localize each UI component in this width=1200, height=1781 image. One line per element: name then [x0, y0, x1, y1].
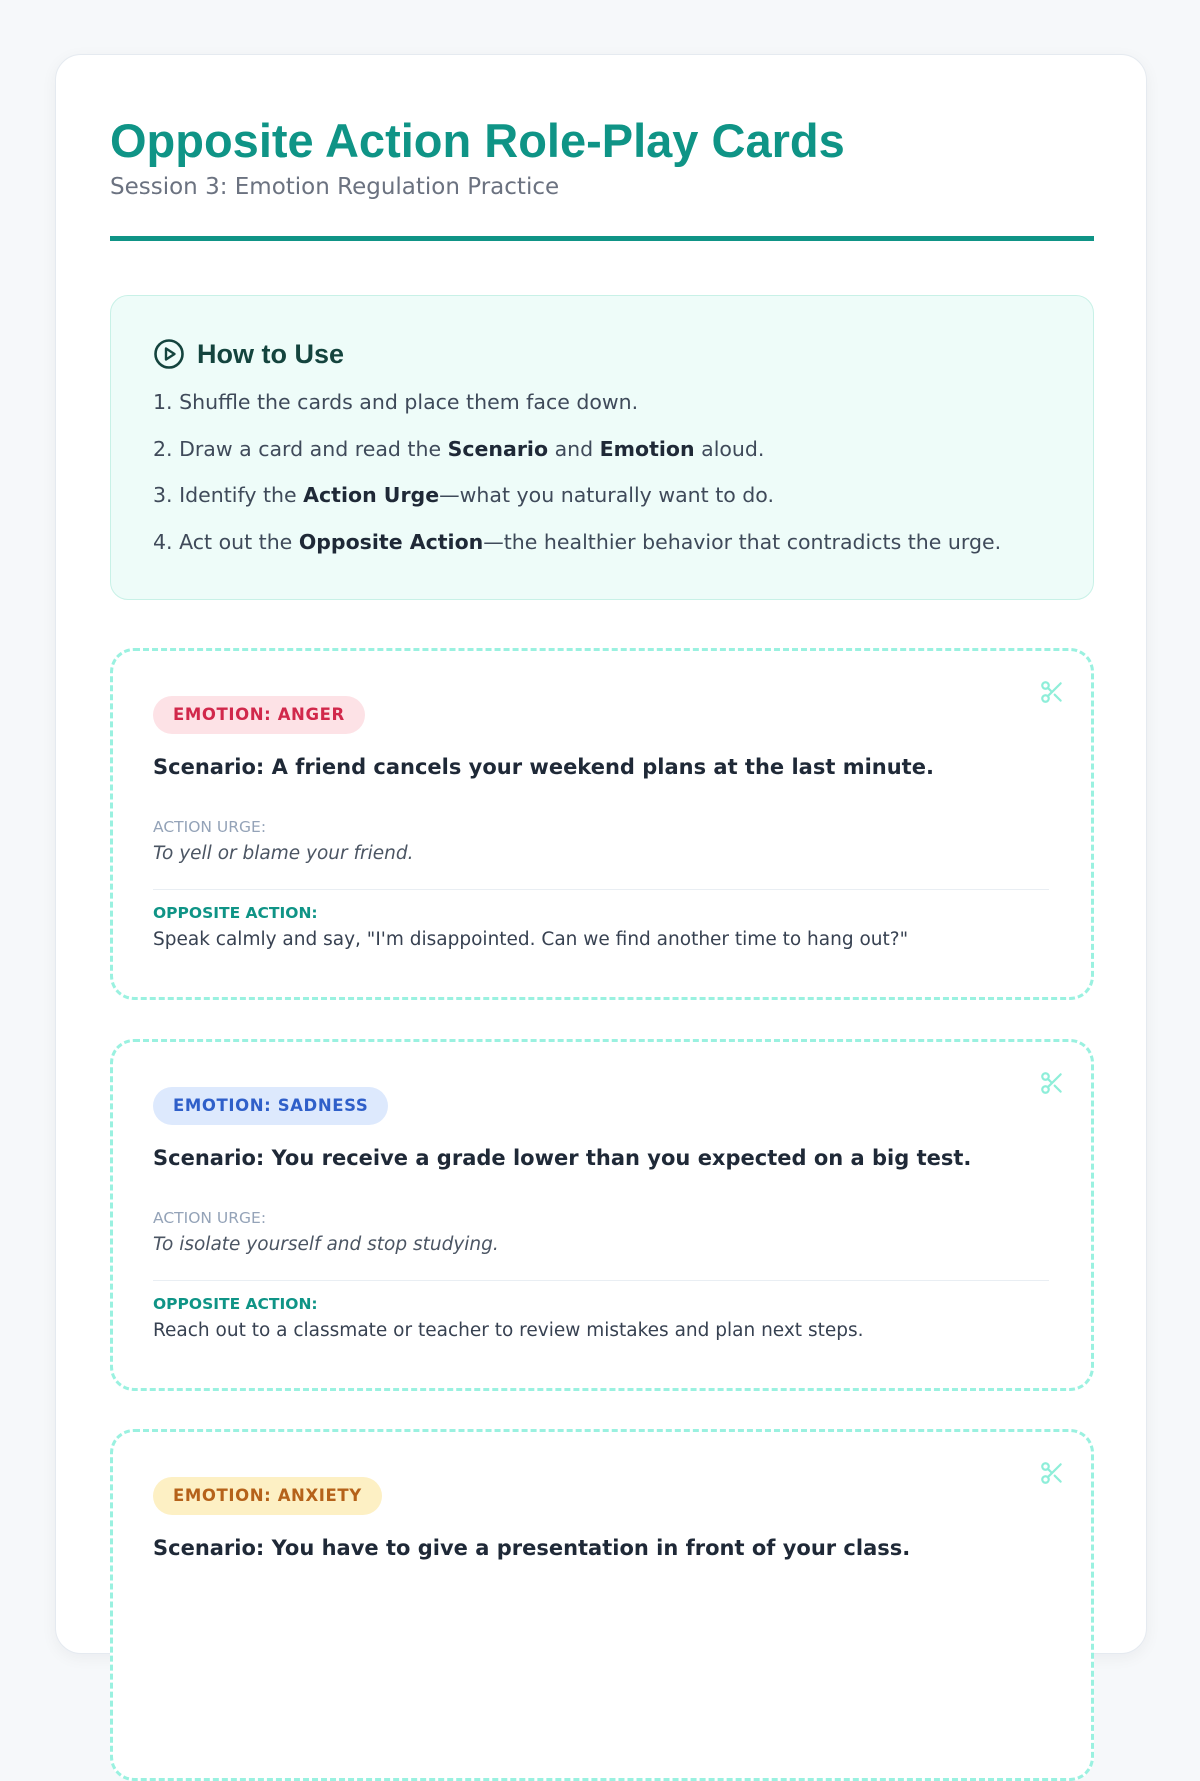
title-divider [110, 236, 1094, 241]
instruction-step: 1. Shuffle the cards and place them face down. [153, 390, 639, 414]
emotion-badge: EMOTION: ANGER [153, 696, 365, 734]
action-urge-text: To isolate yourself and stop studying. [153, 1234, 499, 1255]
action-urge-label: ACTION URGE: [153, 1209, 267, 1227]
scenario-text: Scenario: You receive a grade lower than you expected on a big test. [153, 1146, 972, 1170]
role-play-card [110, 648, 1094, 1000]
page-title: Opposite Action Role-Play Cards [110, 114, 845, 167]
play-circle-icon [153, 338, 185, 370]
page-subtitle: Session 3: Emotion Regulation Practice [110, 174, 560, 200]
action-urge-text: To yell or blame your friend. [153, 843, 414, 864]
card-divider [153, 1280, 1049, 1281]
instruction-steps [153, 389, 1001, 576]
how-to-use-title: How to Use [197, 338, 345, 369]
role-play-card [110, 1039, 1094, 1391]
how-to-use-panel [110, 295, 1094, 600]
scissors-icon [1039, 1070, 1065, 1096]
opposite-action-text: Reach out to a classmate or teacher to review mistakes and plan next steps. [153, 1320, 864, 1341]
scenario-text: Scenario: A friend cancels your weekend plans at the last minute. [153, 755, 934, 779]
role-play-card [110, 1429, 1094, 1781]
scissors-icon [1039, 679, 1065, 705]
opposite-action-label: OPPOSITE ACTION: [153, 904, 318, 922]
emotion-badge: EMOTION: ANXIETY [153, 1477, 382, 1515]
opposite-action-label: OPPOSITE ACTION: [153, 1295, 318, 1313]
action-urge-label: ACTION URGE: [153, 818, 267, 836]
scenario-text: Scenario: You have to give a presentation in front of your class. [153, 1536, 911, 1560]
card-divider [153, 889, 1049, 890]
instruction-step: 2. Draw a card and read the Scenario and Emotion aloud. [153, 436, 765, 461]
scissors-icon [1039, 1460, 1065, 1486]
instruction-step: 3. Identify the Action Urge—what you naturally want to do. [153, 483, 774, 508]
emotion-badge: EMOTION: SADNESS [153, 1087, 388, 1125]
how-to-use-header [153, 338, 344, 370]
instruction-step: 4. Act out the Opposite Action—the healthier behavior that contradicts the urge. [153, 530, 1002, 555]
opposite-action-text: Speak calmly and say, "I'm disappointed. Can we find another time to hang out?" [153, 929, 909, 950]
worksheet-page [55, 54, 1147, 1654]
